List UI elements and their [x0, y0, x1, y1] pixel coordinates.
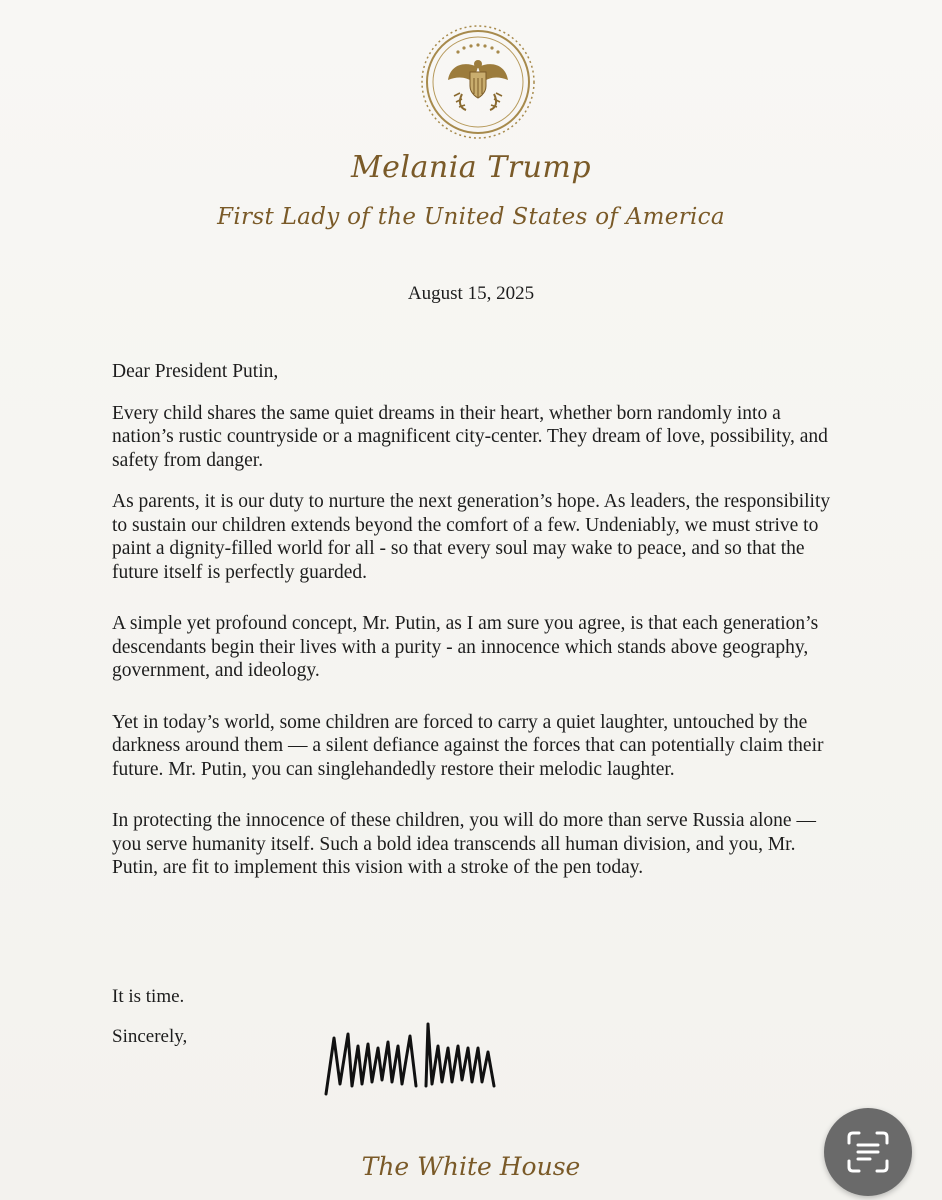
- letterhead-name: Melania Trump: [350, 150, 592, 185]
- footer-white-house: The White House: [361, 1152, 581, 1181]
- paragraph-2: As parents, it is our duty to nurture the next generation’s hope. As leaders, the responsibility to sustain our children extends beyond the comfort of a few. Undeniably, we must strive to paint a dignity-filled world for all - so that every soul may wake to peace, and so that the future itself is perfectly guarded.: [112, 491, 831, 583]
- presidential-seal-icon: [418, 22, 538, 142]
- paragraph-3: A simple yet profound concept, Mr. Putin, as I am sure you agree, is that each generation’s descendants begin their lives with a purity - an innocence which stands above geography, government, and ideology.: [112, 613, 819, 681]
- letter-body: [112, 360, 840, 898]
- paragraph-5: In protecting the innocence of these children, you will do more than serve Russia alone — you serve humanity itself. Such a bold idea transcends all human division, and you, Mr. Putin, are fit to implement this vision with a stroke of the pen today.: [112, 810, 816, 878]
- text-scan-button[interactable]: [824, 1108, 912, 1196]
- closing-line: It is time.: [112, 986, 185, 1007]
- paragraph-4: Yet in today’s world, some children are forced to carry a quiet laughter, untouched by the darkness around them — a silent defiance against the forces that can potentially claim their future. Mr. Putin, you can singlehandedly restore their melodic laughter.: [112, 711, 824, 780]
- sign-off: Sincerely,: [112, 1026, 188, 1047]
- paragraph-1: Every child shares the same quiet dreams in their heart, whether born randomly into a nation’s rustic countryside or a magnificent city-center. They dream of love, possibility, and safety from danger.: [112, 402, 828, 471]
- letter-date: August 15, 2025: [407, 283, 535, 304]
- signature: [318, 1016, 503, 1101]
- greeting: Dear President Putin,: [112, 361, 279, 382]
- text-scan-icon: [845, 1129, 891, 1175]
- letterhead-title: First Lady of the United States of America: [217, 204, 725, 230]
